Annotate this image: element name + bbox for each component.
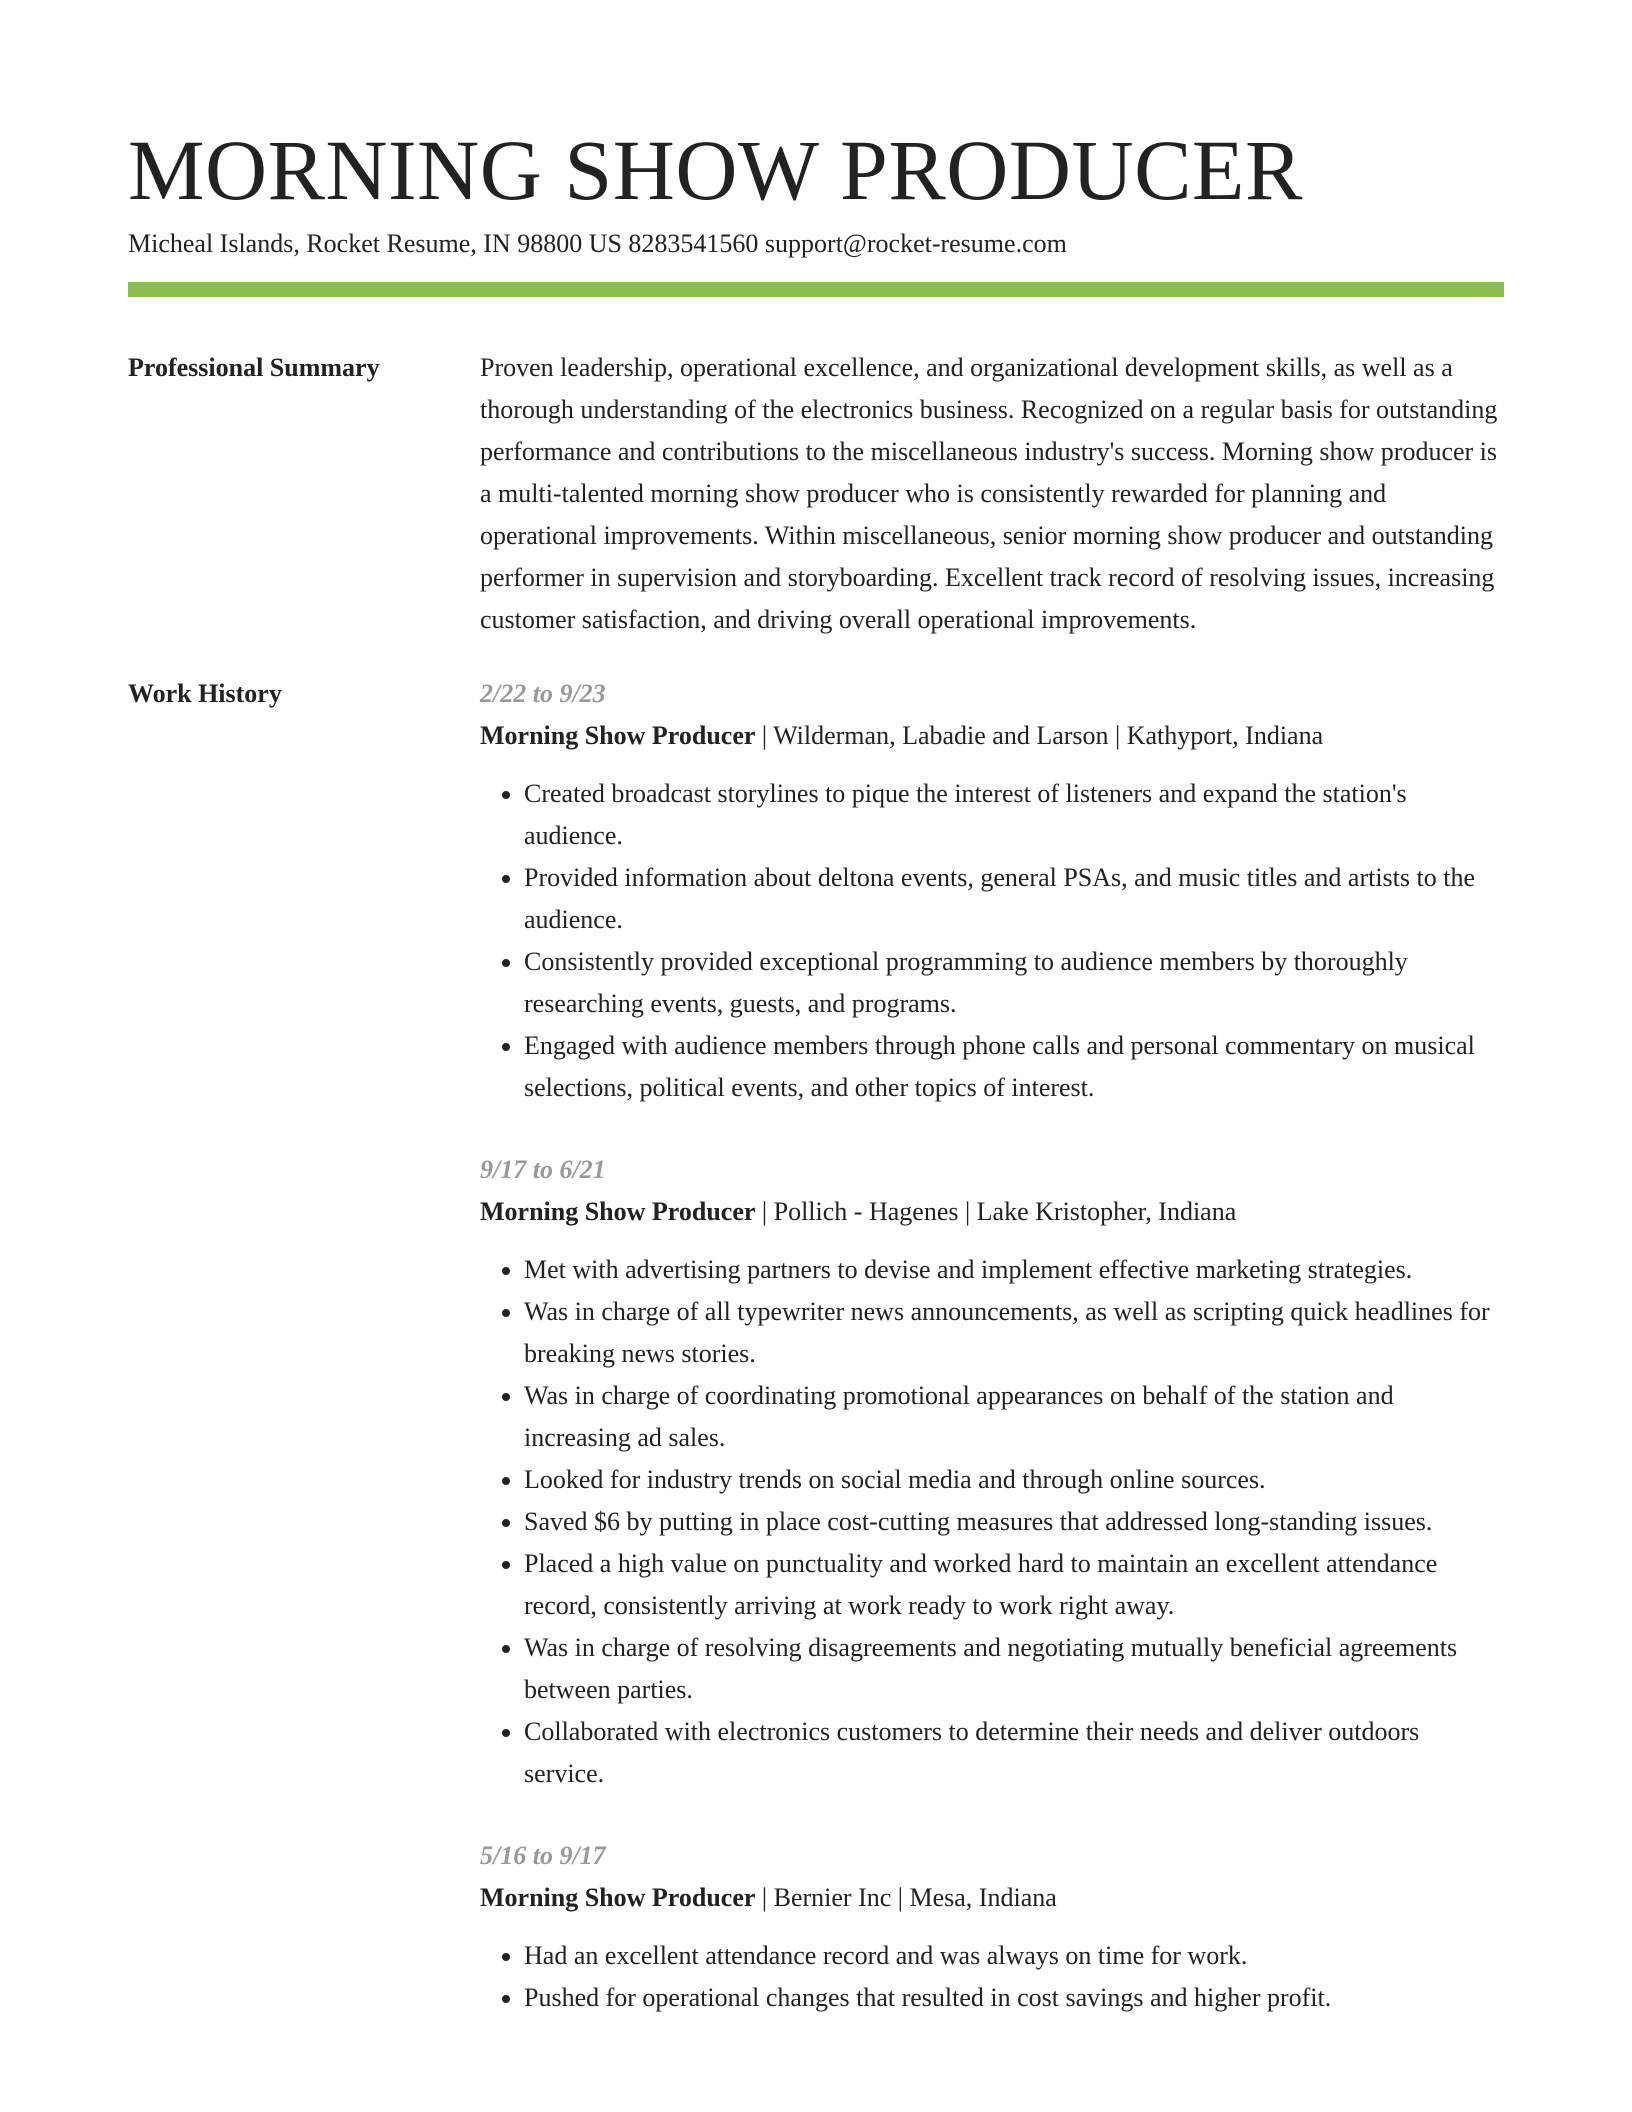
job-employer-location: | Wilderman, Labadie and Larson | Kathyport, Indiana [755,721,1324,750]
job-bullet: • Provided information about deltona events, general PSAs, and music titles and artists to the audience. [524,857,1504,941]
job-dates: 9/17 to 6/21 [480,1155,606,1184]
job-bullet: • Was in charge of coordinating promotional appearances on behalf of the station and increasing ad sales. [524,1375,1504,1459]
job-heading [480,1877,1504,1919]
work-history-body [480,673,1504,2059]
summary-body [480,347,1504,641]
resume-page [128,120,1504,2059]
job-employer-location: | Bernier Inc | Mesa, Indiana [755,1883,1057,1912]
job-dates: 2/22 to 9/23 [480,679,606,708]
section-label-work-history: Work History [128,679,282,708]
job-bullet-list [480,1935,1504,2019]
job-bullet: • Created broadcast storylines to pique the interest of listeners and expand the station's audience. [524,773,1504,857]
job-entry [480,673,1504,1109]
job-title: Morning Show Producer [480,1197,756,1226]
summary-text: Proven leadership, operational excellence, and organizational development skills, as well as a thorough understanding of the electronics business. Recognized on a regular basis for outstanding performance and contributions to the miscellaneous industry's success. Morning show producer is a multi-talented morning show producer who is consistently rewarded for planning and operational improvements. Within miscellaneous, senior morning show producer and outstanding performer in supervision and storyboarding. Excellent track record of resolving issues, increasing customer satisfaction, and driving overall operational improvements. [480,353,1498,634]
job-bullet: • Pushed for operational changes that resulted in cost savings and higher profit. [524,1977,1504,2019]
job-bullet: • Looked for industry trends on social media and through online sources. [524,1459,1504,1501]
job-heading [480,715,1504,757]
job-bullet-list [480,1249,1504,1795]
resume-title: MORNING SHOW PRODUCER [128,122,1303,218]
job-bullet: • Was in charge of all typewriter news announcements, as well as scripting quick headlines for breaking news stories. [524,1291,1504,1375]
job-dates: 5/16 to 9/17 [480,1841,606,1870]
job-title: Morning Show Producer [480,721,756,750]
contact-line: Micheal Islands, Rocket Resume, IN 98800 US 8283541560 support@rocket-resume.com [128,229,1067,258]
job-bullet-list [480,773,1504,1109]
job-employer-location: | Pollich - Hagenes | Lake Kristopher, Indiana [755,1197,1237,1226]
professional-summary-section [128,347,1504,641]
job-entry [480,1835,1504,2019]
section-label-summary: Professional Summary [128,353,380,382]
job-bullet: • Met with advertising partners to devise and implement effective marketing strategies. [524,1249,1504,1291]
job-heading [480,1191,1504,1233]
job-bullet: • Consistently provided exceptional programming to audience members by thoroughly researching events, guests, and programs. [524,941,1504,1025]
job-bullet: • Collaborated with electronics customers to determine their needs and deliver outdoors service. [524,1711,1504,1795]
work-history-section [128,673,1504,2059]
accent-divider [128,282,1504,297]
job-bullet: • Placed a high value on punctuality and worked hard to maintain an excellent attendance record, consistently arriving at work ready to work right away. [524,1543,1504,1627]
job-title: Morning Show Producer [480,1883,756,1912]
job-entry [480,1149,1504,1795]
job-bullet: • Had an excellent attendance record and was always on time for work. [524,1935,1504,1977]
job-bullet: • Was in charge of resolving disagreements and negotiating mutually beneficial agreements between parties. [524,1627,1504,1711]
job-bullet: • Saved $6 by putting in place cost-cutting measures that addressed long-standing issues. [524,1501,1504,1543]
job-bullet: • Engaged with audience members through phone calls and personal commentary on musical selections, political events, and other topics of interest. [524,1025,1504,1109]
